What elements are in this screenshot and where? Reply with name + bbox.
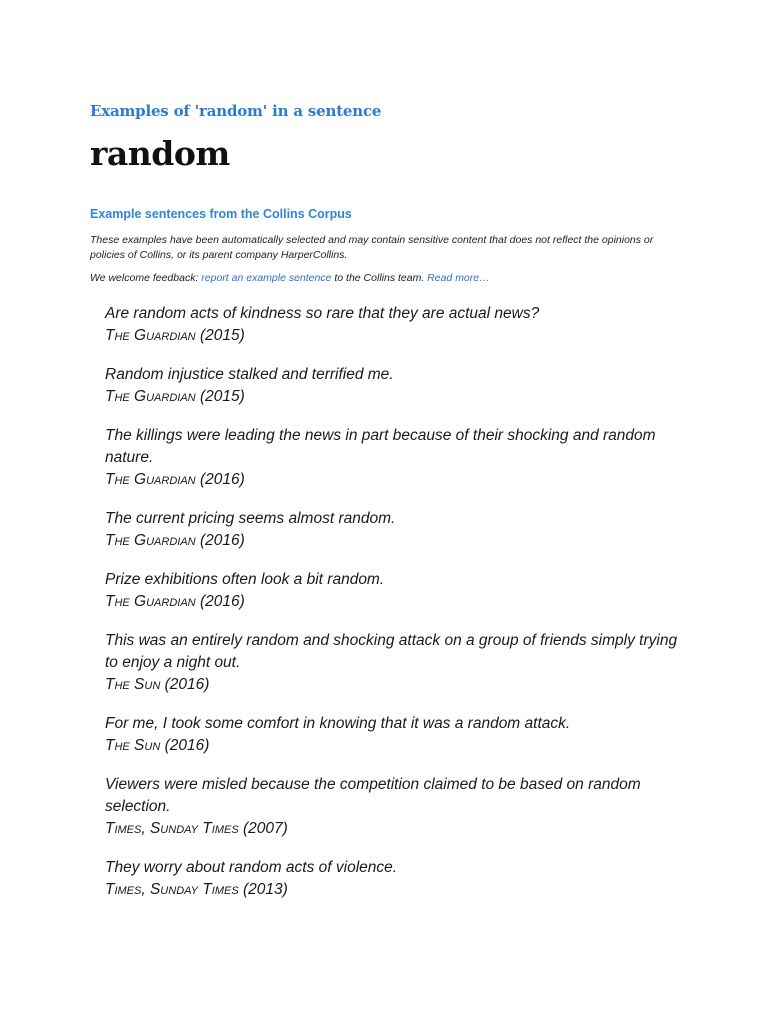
example-sentence: They worry about random acts of violence. <box>105 859 398 876</box>
example-source <box>105 469 685 491</box>
source-name: The Guardian <box>105 388 196 405</box>
source-year: (2007) <box>242 820 288 837</box>
example-list <box>105 303 685 918</box>
example-source <box>105 674 685 696</box>
example-sentence: This was an entirely random and shocking attack on a group of friends simply trying to enjoy a night out. <box>105 632 678 671</box>
source-year: (2016) <box>164 676 210 693</box>
source-year: (2013) <box>242 881 288 898</box>
source-year: (2016) <box>199 532 245 549</box>
example-item <box>105 569 685 613</box>
source-name: Times, Sunday Times <box>105 881 239 898</box>
source-year: (2016) <box>199 471 245 488</box>
feedback-middle: to the Collins team. <box>331 272 428 284</box>
headword: random <box>90 134 230 173</box>
read-more-link[interactable]: Read more… <box>427 272 490 284</box>
source-name: The Guardian <box>105 593 196 610</box>
example-source <box>105 591 685 613</box>
source-name: The Guardian <box>105 327 196 344</box>
source-name: The Sun <box>105 737 161 754</box>
disclaimer-text: These examples have been automatically selected and may contain sensitive content that does not reflect the opinions or policies of Collins, or its parent company HarperCollins. <box>90 234 654 261</box>
example-source <box>105 735 685 757</box>
feedback-prefix: We welcome feedback: <box>90 272 202 284</box>
example-sentence: The killings were leading the news in part because of their shocking and random nature. <box>105 427 656 466</box>
source-name: The Guardian <box>105 471 196 488</box>
source-name: Times, Sunday Times <box>105 820 239 837</box>
example-item <box>105 774 685 840</box>
example-item <box>105 303 685 347</box>
source-year: (2016) <box>164 737 210 754</box>
source-year: (2015) <box>199 327 245 344</box>
example-sentence: Are random acts of kindness so rare that they are actual news? <box>105 305 540 322</box>
example-source <box>105 818 685 840</box>
source-name: The Sun <box>105 676 161 693</box>
source-year: (2016) <box>199 593 245 610</box>
source-year: (2015) <box>199 388 245 405</box>
report-example-link[interactable]: report an example sentence <box>201 272 332 284</box>
example-source <box>105 530 685 552</box>
example-sentence: Prize exhibitions often look a bit random. <box>105 571 385 588</box>
example-item <box>105 425 685 491</box>
example-sentence: The current pricing seems almost random. <box>105 510 396 527</box>
feedback-line <box>90 272 490 284</box>
example-item <box>105 508 685 552</box>
example-source <box>105 879 685 901</box>
example-item <box>105 857 685 901</box>
example-sentence: Random injustice stalked and terrified me. <box>105 366 394 383</box>
section-title: Examples of 'random' in a sentence <box>90 102 382 120</box>
example-item <box>105 364 685 408</box>
example-source <box>105 325 685 347</box>
example-source <box>105 386 685 408</box>
source-name: The Guardian <box>105 532 196 549</box>
corpus-title: Example sentences from the Collins Corpus <box>90 207 352 221</box>
example-item <box>105 713 685 757</box>
example-sentence: For me, I took some comfort in knowing that it was a random attack. <box>105 715 571 732</box>
example-sentence: Viewers were misled because the competition claimed to be based on random selection. <box>105 776 641 815</box>
example-item <box>105 630 685 696</box>
